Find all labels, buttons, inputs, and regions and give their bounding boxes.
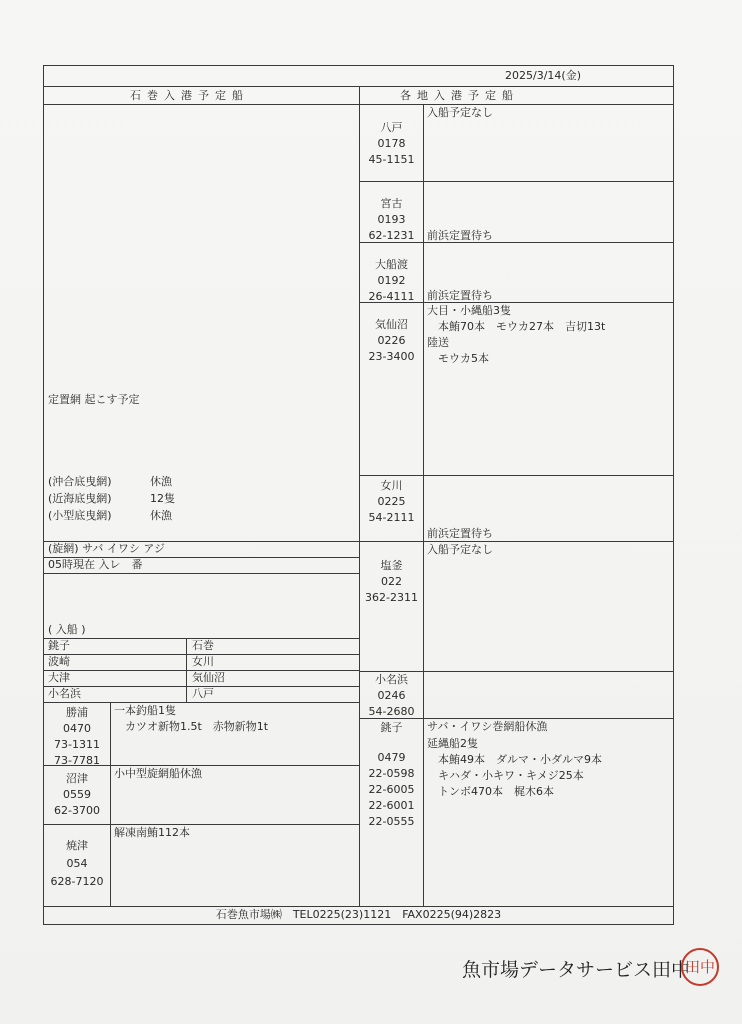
rule-line	[359, 181, 674, 182]
port-name: 勝浦	[66, 706, 88, 719]
port-note: 本鮪49本 ダルマ・小ダルマ9本	[427, 753, 602, 766]
entry-status: 05時現在 入レ 番	[48, 558, 143, 571]
seal-stamp: 田中	[681, 948, 719, 986]
port-phone: 62-3700	[54, 804, 100, 817]
rule-line	[423, 104, 424, 906]
port-phone: 54-2680	[368, 705, 415, 718]
port-phone: 0193	[377, 213, 406, 226]
right-header: 各地入港予定船	[400, 89, 519, 102]
left-header: 石巻入港予定船	[130, 89, 249, 102]
port-phone: 22-0555	[368, 815, 415, 828]
date: 2025/3/14(金)	[505, 69, 581, 82]
port-note: 陸送	[427, 336, 449, 349]
port-phone: 22-6005	[368, 783, 415, 796]
port-name: 銚子	[380, 721, 403, 734]
port-phone: 62-1231	[368, 229, 415, 242]
port-phone: 22-0598	[368, 767, 415, 780]
teichiami-note: 定置網 起こす予定	[48, 393, 140, 406]
trawl-value: 休漁	[150, 509, 172, 522]
signature: 魚市場データサービス田中	[462, 959, 691, 981]
trawl-label: (沖合底曳網)	[48, 475, 112, 488]
port-note: 大目・小縄船3隻	[427, 304, 511, 317]
port-note: 入船予定なし	[427, 543, 493, 556]
port-phone: 73-7781	[54, 754, 100, 767]
port-phone: 0178	[377, 137, 406, 150]
port-note: トンボ470本 梶木6本	[427, 785, 554, 798]
port-phone: 022	[381, 575, 402, 588]
port-note: 前浜定置待ち	[427, 229, 493, 242]
rule-line	[43, 573, 360, 574]
port-note: 解凍南鮪112本	[114, 826, 190, 839]
entry-port: 銚子	[48, 639, 70, 652]
entry-port: 小名浜	[48, 687, 81, 700]
entry-port: 八戸	[192, 687, 214, 700]
port-phone: 628-7120	[50, 875, 104, 888]
rule-line	[186, 638, 187, 702]
port-note: サバ・イワシ巻網船休漁	[427, 720, 548, 733]
trawl-label: (小型底曳網)	[48, 509, 112, 522]
port-name: 宮古	[380, 197, 403, 210]
purse-seine-row: (旋網) サバ イワシ アジ	[48, 542, 165, 555]
footer-contact: 石巻魚市場㈱ TEL0225(23)1121 FAX0225(94)2823	[215, 908, 502, 921]
port-phone: 23-3400	[368, 350, 415, 363]
rule-line	[673, 65, 674, 925]
port-name: 八戸	[380, 121, 403, 134]
entry-port: 石巻	[192, 639, 214, 652]
port-name: 沼津	[66, 772, 88, 785]
port-name: 塩釜	[380, 559, 403, 572]
port-phone: 45-1151	[368, 153, 415, 166]
rule-line	[359, 541, 674, 542]
trawl-value: 12隻	[150, 492, 175, 505]
port-phone: 0192	[377, 274, 406, 287]
port-phone: 054	[66, 857, 88, 870]
port-phone: 362-2311	[365, 591, 418, 604]
port-name: 女川	[380, 479, 403, 492]
port-note: 本鮪70本 モウカ27本 吉切13t	[427, 320, 606, 333]
port-name: 大船渡	[375, 258, 408, 271]
port-note: 小中型旋網船休漁	[114, 767, 202, 780]
port-name: 小名浜	[375, 673, 408, 686]
trawl-label: (近海底曳網)	[48, 492, 112, 505]
port-phone: 73-1311	[54, 738, 100, 751]
port-note: 一本釣船1隻	[114, 704, 176, 717]
port-note: カツオ新物1.5t 赤物新物1t	[114, 720, 269, 733]
port-phone: 0226	[377, 334, 406, 347]
port-note: 前浜定置待ち	[427, 289, 493, 302]
rule-line	[359, 475, 674, 476]
port-note: モウカ5本	[427, 352, 489, 365]
port-note: 前浜定置待ち	[427, 527, 493, 540]
rule-line	[43, 924, 674, 925]
entry-title: ( 入船 )	[48, 623, 86, 636]
port-note: 延縄船2隻	[427, 737, 478, 750]
rule-line	[43, 65, 674, 66]
port-phone: 26-4111	[368, 290, 415, 303]
port-phone: 0470	[63, 722, 91, 735]
port-note: キハダ・小キワ・キメジ25本	[427, 769, 584, 782]
rule-line	[43, 702, 360, 703]
port-phone: 0225	[377, 495, 406, 508]
port-phone: 0479	[377, 751, 406, 764]
entry-port: 気仙沼	[192, 671, 225, 684]
port-note: 入船予定なし	[427, 106, 493, 119]
trawl-value: 休漁	[150, 475, 172, 488]
entry-port: 女川	[192, 655, 214, 668]
rule-line	[110, 702, 111, 906]
port-phone: 0559	[63, 788, 91, 801]
port-name: 焼津	[66, 839, 88, 852]
port-name: 気仙沼	[375, 318, 408, 331]
entry-port: 大津	[48, 671, 70, 684]
port-phone: 22-6001	[368, 799, 415, 812]
port-phone: 54-2111	[368, 511, 415, 524]
rule-line	[43, 824, 360, 825]
entry-port: 波崎	[48, 655, 70, 668]
port-phone: 0246	[377, 689, 406, 702]
